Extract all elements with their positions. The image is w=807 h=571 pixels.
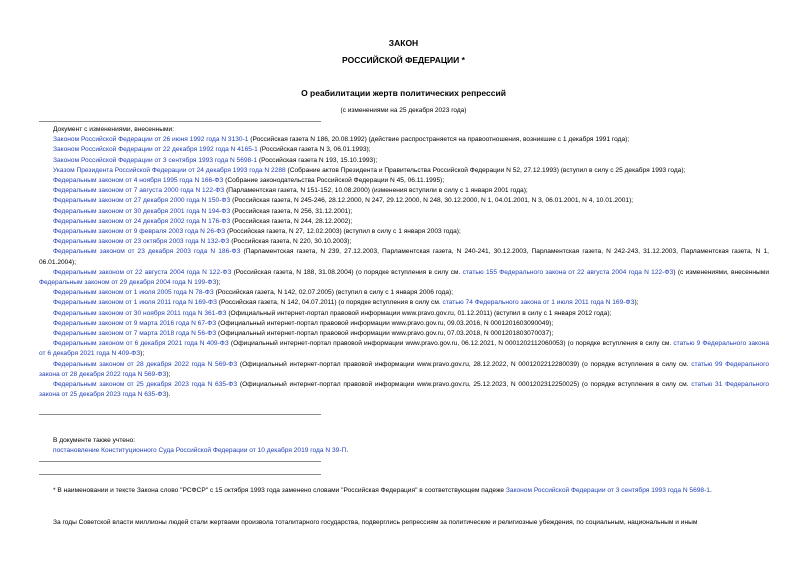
amendment-law-link[interactable]: Законом Российской Федерации от 26 июня 1992 года N 3130-1: [53, 136, 249, 144]
law-name: О реабилитации жертв политических репрессий: [301, 88, 506, 98]
amendment-details: (Официальный интернет-портал правовой информации www.pravo.gov.ru, 28.12.2022, N 0001202212280039) (о порядке вступления в силу см.: [237, 360, 692, 368]
amendment-item: [39, 196, 769, 206]
divider-middle: [39, 414, 321, 415]
amendment-law-link[interactable]: Федеральным законом от 7 августа 2000 года N 122-ФЗ: [53, 187, 225, 195]
amendment-item: [39, 360, 769, 380]
law-title: ЗАКОН: [388, 38, 419, 48]
amendment-law-link[interactable]: Федеральным законом от 7 марта 2018 года N 56-ФЗ: [53, 330, 217, 338]
amendment-law-link[interactable]: Федеральным законом от 25 декабря 2023 года N 635-ФЗ: [53, 381, 238, 389]
amendment-note: (с изменениями на 25 декабря 2023 года): [340, 107, 467, 114]
amendment-law-link[interactable]: Федеральным законом от 24 декабря 2002 года N 176-ФЗ: [53, 217, 231, 225]
amendment-law-link[interactable]: Федеральным законом от 4 ноября 1995 года N 166-ФЗ: [53, 177, 224, 185]
also-considered-block: [39, 436, 769, 456]
amendment-law-link[interactable]: статью 155 Федерального закона от 22 августа 2004 года N 122-ФЗ: [462, 268, 674, 276]
amendment-details: );: [216, 279, 221, 287]
amendment-details: (Российская газета N 186, 20.08.1992) (действие распространяется на правоотношения, возникшие с 1 декабря 1991 года);: [248, 136, 630, 144]
amendment-details: );: [140, 350, 145, 358]
amendment-law-link[interactable]: статью 99 Федерального закона от 28 декабря 2022 года N 569-ФЗ: [39, 360, 769, 378]
amendment-law-link[interactable]: Законом Российской Федерации от 3 сентября 1993 года N 5698-1: [53, 156, 258, 164]
footnote-end: .: [709, 487, 712, 494]
amendment-details: (Официальный интернет-портал правовой информации www.pravo.gov.ru, 06.12.2021, N 0001202112060053) (о порядке вступления в силу см.: [228, 340, 674, 348]
footnote-law-link[interactable]: Законом Российской Федерации от 3 сентября 1993 года N 5698-1: [505, 487, 710, 494]
amendment-item: [39, 309, 769, 319]
amendments-heading: Документ с изменениями, внесенными:: [53, 126, 175, 133]
amendment-details: (Собрание актов Президента и Правительства Российской Федерации N 52, 27.12.1993) (вступил в силу с 25 декабря 1993 года);: [285, 166, 686, 174]
footnote: [39, 486, 769, 496]
amendment-details: (Российская газета, N 244, 28.12.2002);: [230, 217, 353, 225]
amendment-details: (Российская газета, N 142, 02.07.2005) (вступил в силу с 1 января 2006 года);: [213, 289, 454, 297]
amendment-details: (Парламентская газета, N 151-152, 10.08.2000) (изменения вступили в силу с 1 января 2001 года);: [224, 187, 528, 195]
footnote-divider: [39, 474, 321, 475]
amendment-law-link[interactable]: Федеральным законом от 29 декабря 2004 года N 199-ФЗ: [39, 279, 217, 287]
amendment-law-link[interactable]: Указом Президента Российской Федерации от 24 декабря 1993 года N 2288: [53, 166, 286, 174]
also-considered-item: [39, 446, 769, 456]
amendment-details: (Российская газета, N 142, 04.07.2011) (о порядке вступления в силу см.: [216, 299, 443, 307]
amendment-item: [39, 145, 769, 155]
amendment-details: (Парламентская газета, N 239, 27.12.2003, Парламентская газета, N 240-241, 30.12.2003, Парламентская газета, N 242-243, 31.12.2003, Парламентская газета, N 1, 06.01.2004);: [39, 248, 769, 266]
divider-lower: [39, 461, 321, 462]
amendment-item: [39, 156, 769, 166]
amendment-law-link[interactable]: Федеральным законом от 1 июля 2005 года N 78-ФЗ: [53, 289, 214, 297]
amendment-item: [39, 227, 769, 237]
also-considered-heading: В документе также учтено:: [53, 437, 136, 444]
amendment-law-link[interactable]: Федеральным законом от 9 февраля 2003 года N 26-ФЗ: [53, 228, 226, 236]
federation-title: РОССИЙСКОЙ ФЕДЕРАЦИИ *: [342, 55, 465, 65]
amendment-law-link[interactable]: Федеральным законом от 9 марта 2016 года N 67-ФЗ: [53, 319, 217, 327]
amendment-law-link[interactable]: Федеральным законом от 6 декабря 2021 года N 409-ФЗ: [53, 340, 229, 348]
amendment-law-link[interactable]: Федеральным законом от 30 ноября 2011 года N 361-ФЗ: [53, 309, 227, 317]
amendment-law-link[interactable]: Федеральным законом от 30 декабря 2001 года N 194-ФЗ: [53, 207, 231, 215]
amendment-item: [39, 329, 769, 339]
amendment-item: [39, 247, 769, 267]
amendment-item: [39, 176, 769, 186]
preamble-text: За годы Советской власти миллионы людей стали жертвами произвола тоталитарного государства, подверглись репрессиям за политические и религиозные убеждения, по социальным, национальным и иным: [53, 519, 698, 526]
amendment-item: [39, 319, 769, 329]
amendment-details: (Российская газета, N 256, 31.12.2001);: [230, 207, 353, 215]
amendment-item: [39, 166, 769, 176]
amendment-details: (Официальный интернет-портал правовой информации www.pravo.gov.ru, 25.12.2023, N 0001202312250025) (о порядке вступления в силу см.: [237, 381, 692, 389]
amendments-list: [39, 125, 769, 400]
amendment-details: (Российская газета, N 245-246, 28.12.2000, N 247, 29.12.2000, N 248, 30.12.2000, N 1, 04.01.2001, N 3, 06.01.2001, N 4, 10.01.2001);: [230, 197, 634, 205]
amendment-item: [39, 339, 769, 359]
amendment-details: );: [166, 370, 171, 378]
amendment-item: [39, 217, 769, 227]
amendment-details: (Российская газета N 193, 15.10.1993);: [257, 156, 378, 164]
constitutional-court-ruling-link[interactable]: постановление Конституционного Суда Российской Федерации от 10 декабря 2019 года N 39-П: [53, 447, 347, 455]
amendment-details: (Российская газета N 3, 06.01.1993);: [257, 146, 371, 154]
amendment-item: [39, 268, 769, 288]
amendment-details: (Официальный интернет-портал правовой информации www.pravo.gov.ru, 09.03.2016, N 0001201603090049);: [216, 319, 554, 327]
amendment-item: [39, 380, 769, 400]
amendment-details: ).: [166, 391, 171, 399]
amendment-item: [39, 288, 769, 298]
amendment-item: [39, 298, 769, 308]
amendment-law-link[interactable]: Федеральным законом от 23 октября 2003 года N 132-ФЗ: [53, 238, 230, 246]
amendment-law-link[interactable]: Федеральным законом от 27 декабря 2000 года N 150-ФЗ: [53, 197, 231, 205]
amendment-law-link[interactable]: Федеральным законом от 23 декабря 2003 года N 186-ФЗ: [53, 248, 241, 256]
amendment-details: (Российская газета, N 27, 12.02.2003) (вступил в силу с 1 января 2003 года);: [225, 228, 461, 236]
footnote-body: * В наименовании и тексте Закона слово "РСФСР" с 15 октября 1993 года заменено словами "Российская Федерация" в соответствующем падеже: [53, 487, 506, 494]
amendment-details: (Официальный интернет-портал правовой информации www.pravo.gov.ru, 01.12.2011) (вступил в силу с 1 января 2012 года);: [226, 309, 612, 317]
amendment-item: [39, 207, 769, 217]
amendment-items: [39, 135, 769, 400]
amendment-law-link[interactable]: статью 9 Федерального закона от 6 декабря 2021 года N 409-ФЗ: [39, 340, 769, 358]
amendment-details: (Российская газета, N 188, 31.08.2004) (о порядке вступления в силу см.: [231, 268, 463, 276]
amendment-law-link[interactable]: Законом Российской Федерации от 22 декабря 1992 года N 4165-1: [53, 146, 258, 154]
amendment-details: ) (с изменениями, внесенными: [673, 268, 769, 276]
divider-top: [39, 121, 321, 122]
amendment-details: (Российская газета, N 220, 30.10.2003);: [229, 238, 352, 246]
also-considered-rest: .: [346, 447, 349, 455]
amendment-item: [39, 186, 769, 196]
amendment-law-link[interactable]: Федеральным законом от 28 декабря 2022 года N 569-ФЗ: [53, 360, 238, 368]
amendment-law-link[interactable]: статью 31 Федерального закона от 25 декабря 2023 года N 635-ФЗ: [39, 381, 769, 399]
amendment-details: );: [634, 299, 639, 307]
amendment-details: (Официальный интернет-портал правовой информации www.pravo.gov.ru, 07.03.2018, N 0001201803070037);: [216, 330, 554, 338]
footnote-text: [39, 486, 769, 496]
amendment-details: (Собрание законодательства Российской Федерации N 45, 06.11.1995);: [223, 177, 445, 185]
amendment-item: [39, 135, 769, 145]
amendment-item: [39, 237, 769, 247]
amendment-law-link[interactable]: Федеральным законом от 1 июля 2011 года N 169-ФЗ: [53, 299, 217, 307]
amendment-law-link[interactable]: Федеральным законом от 22 августа 2004 года N 122-ФЗ: [53, 268, 232, 276]
amendment-law-link[interactable]: статью 74 Федерального закона от 1 июля 2011 года N 169-ФЗ: [442, 299, 635, 307]
